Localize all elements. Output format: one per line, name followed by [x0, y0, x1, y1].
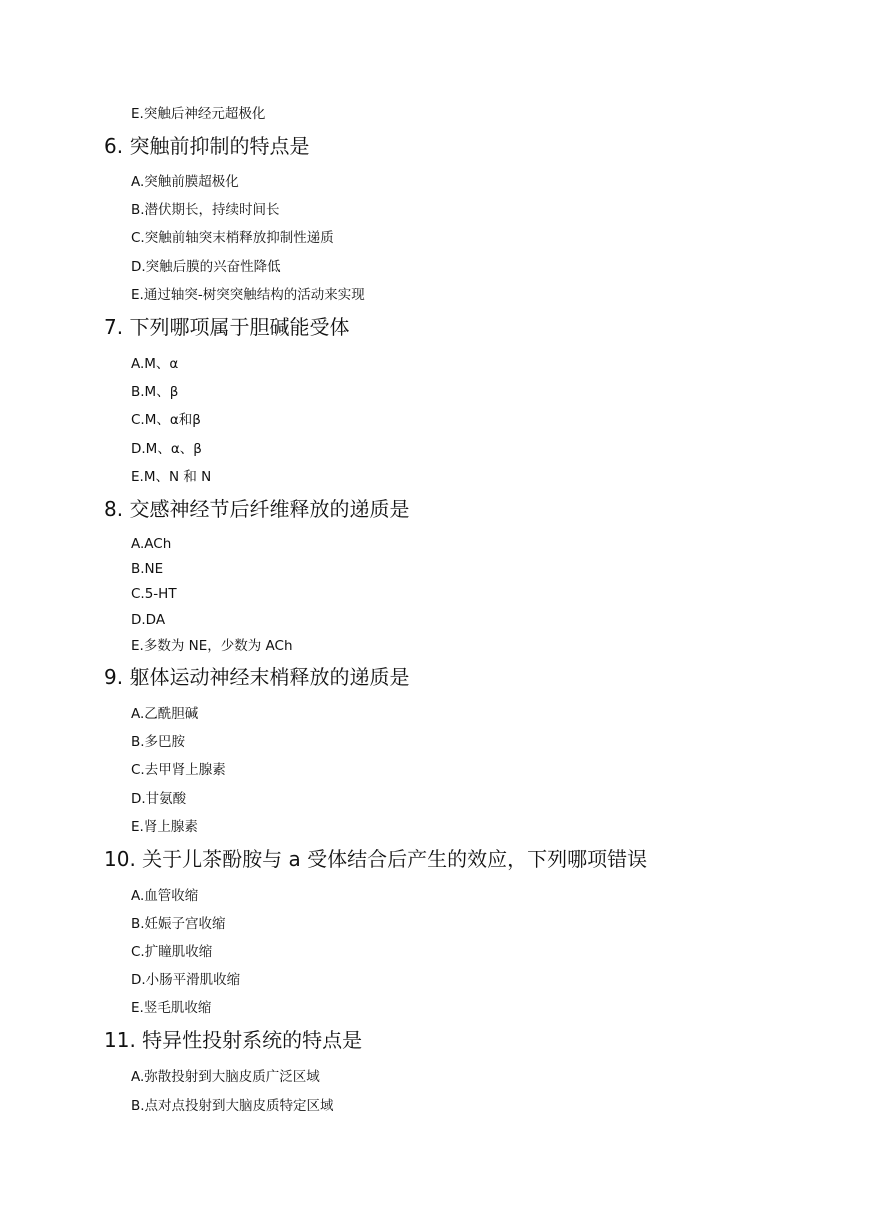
- option-9d: D.甘氨酸: [131, 791, 187, 807]
- option-9e: E.肾上腺素: [131, 819, 198, 835]
- option-10a: A.血管收缩: [131, 888, 199, 904]
- option-6e: E.通过轴突-树突突触结构的活动来实现: [131, 287, 365, 303]
- question-7-title: 7. 下列哪项属于胆碱能受体: [104, 315, 350, 339]
- option-7a: A.M、α: [131, 356, 179, 372]
- option-11a: A.弥散投射到大脑皮质广泛区域: [131, 1069, 320, 1085]
- option-10b: B.妊娠子宫收缩: [131, 916, 226, 932]
- question-8-title: 8. 交感神经节后纤维释放的递质是: [104, 497, 410, 521]
- option-8d: D.DA: [131, 612, 166, 628]
- option-8b: B.NE: [131, 561, 164, 577]
- option-9b: B.多巴胺: [131, 734, 186, 750]
- option-9c: C.去甲肾上腺素: [131, 762, 226, 778]
- option-6a: A.突触前膜超极化: [131, 174, 239, 190]
- option-10e: E.竖毛肌收缩: [131, 1000, 212, 1016]
- option-8a: A.ACh: [131, 536, 172, 552]
- option-10d: D.小肠平滑肌收缩: [131, 972, 241, 988]
- option-7d: D.M、α、β: [131, 441, 202, 457]
- option-9a: A.乙酰胆碱: [131, 706, 199, 722]
- question-11-title: 11. 特异性投射系统的特点是: [104, 1028, 363, 1052]
- option-7b: B.M、β: [131, 384, 179, 400]
- option-10c: C.扩瞳肌收缩: [131, 944, 213, 960]
- option-8c: C.5-HT: [131, 586, 177, 602]
- option-5e: E.突触后神经元超极化: [131, 106, 266, 122]
- option-6c: C.突触前轴突末梢释放抑制性递质: [131, 230, 334, 246]
- option-6b: B.潜伏期长，持续时间长: [131, 202, 280, 218]
- question-10-title: 10. 关于儿茶酚胺与 a 受体结合后产生的效应，下列哪项错误: [104, 847, 648, 871]
- option-6d: D.突触后膜的兴奋性降低: [131, 259, 281, 275]
- question-6-title: 6. 突触前抑制的特点是: [104, 134, 310, 158]
- option-7e: E.M、N 和 N: [131, 469, 212, 485]
- option-8e: E.多数为 NE，少数为 ACh: [131, 638, 293, 654]
- option-7c: C.M、α和β: [131, 412, 201, 428]
- option-11b: B.点对点投射到大脑皮质特定区域: [131, 1098, 334, 1114]
- question-9-title: 9. 躯体运动神经末梢释放的递质是: [104, 665, 410, 689]
